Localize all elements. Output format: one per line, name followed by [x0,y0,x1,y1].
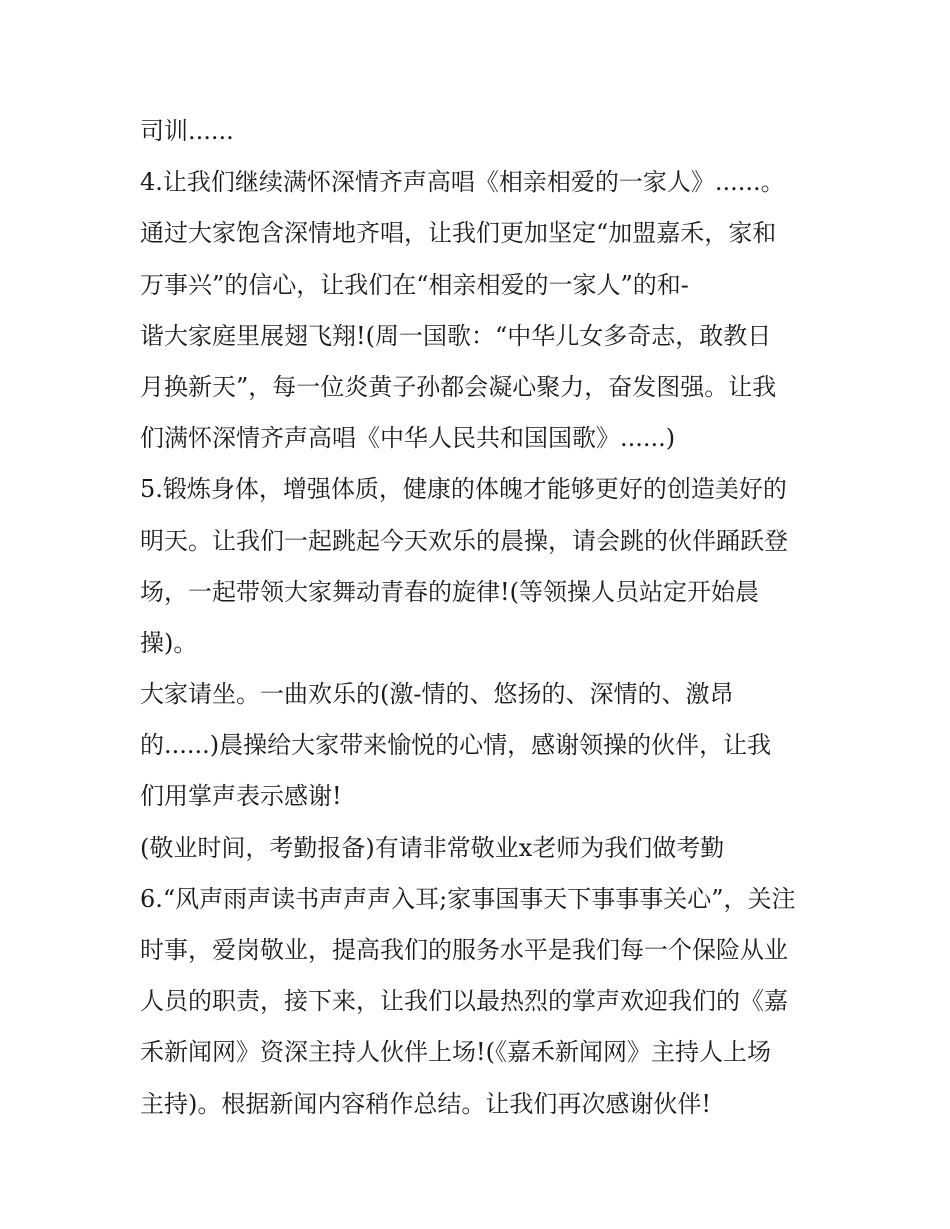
text-line: 谐大家庭里展翅飞翔!(周一国歌：“中华儿女多奇志，敢教日 [140,321,772,350]
text-line: 操)。 [140,628,198,657]
text-line: (敬业时间，考勤报备)有请非常敬业x老师为我们做考勤 [140,833,725,862]
document-body [140,106,830,1130]
text-line: 明天。让我们一起跳起今天欢乐的晨操，请会跳的伙伴踊跃登 [140,526,788,555]
text-line: 4.让我们继续满怀深情齐声高唱《相亲相爱的一家人》......。 [140,168,785,197]
text-line: 司训...... [140,117,234,145]
text-line: 大家请坐。一曲欢乐的(激-情的、悠扬的、深情的、激昂 [140,680,734,709]
text-line: 主持)。根据新闻内容稍作总结。让我们再次感谢伙伴! [140,1089,712,1118]
text-line: 禾新闻网》资深主持人伙伴上场!(《嘉禾新闻网》主持人上场 [140,1038,772,1067]
text-line: 5.锻炼身体，增强体质，健康的体魄才能够更好的创造美好的 [140,475,787,504]
text-line: 月换新天”，每一位炎黄子孙都会凝心聚力，奋发图强。让我 [140,372,777,401]
text-line: 6.“风声雨声读书声声声入耳;家事国事天下事事事关心”，关注 [140,884,796,913]
text-line: 人员的职责，接下来，让我们以最热烈的掌声欢迎我们的《嘉 [140,987,788,1016]
text-line: 时事，爱岗敬业，提高我们的服务水平是我们每一个保险从业 [140,936,788,964]
text-line: 场，一起带领大家舞动青春的旋律!(等领操人员站定开始晨 [140,577,760,606]
text-line: 的......)晨操给大家带来愉悦的心情，感谢领操的伙伴，让我 [140,731,772,760]
text-line: 们用掌声表示感谢! [140,782,342,811]
text-line: 们满怀深情齐声高唱《中华人民共和国国歌》......) [140,424,676,453]
text-line: 通过大家饱含深情地齐唱，让我们更加坚定“加盟嘉禾，家和 [140,219,777,248]
text-line: 万事兴”的信心，让我们在“相亲相爱的一家人”的和- [140,270,689,299]
